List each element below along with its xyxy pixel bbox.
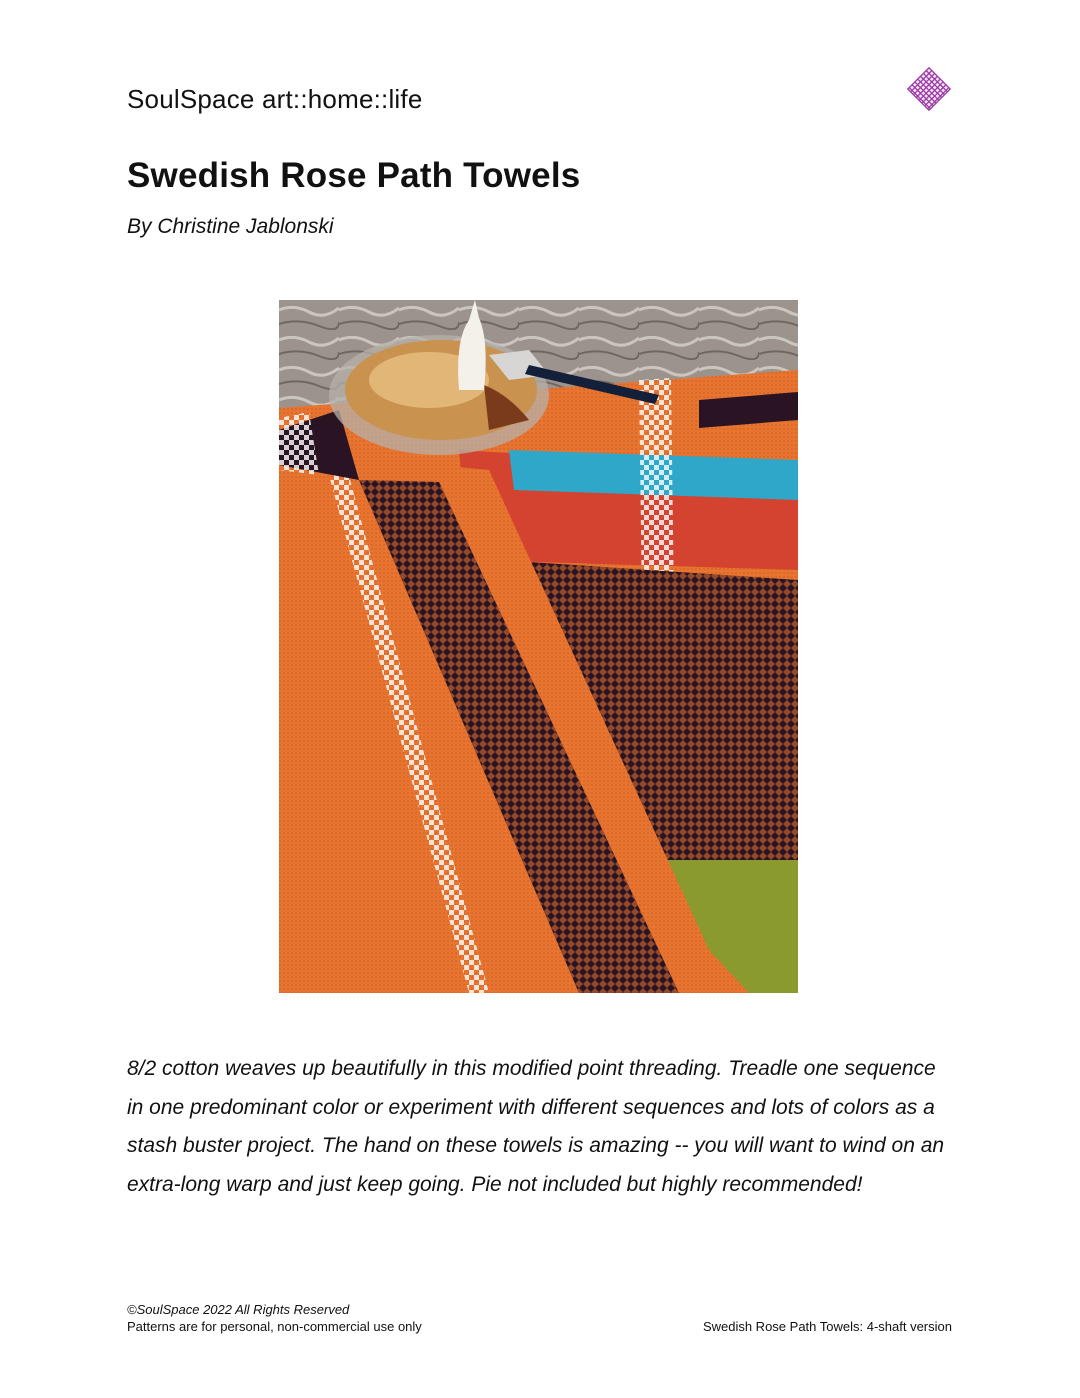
towels-photo — [279, 300, 798, 993]
footer-left — [127, 1301, 422, 1335]
usage-text: Patterns are for personal, non-commercial use only — [127, 1319, 422, 1334]
footer-version: Swedish Rose Path Towels: 4-shaft version — [702, 1319, 952, 1334]
copyright-text: ©SoulSpace 2022 All Rights Reserved — [127, 1302, 350, 1317]
page-title: Swedish Rose Path Towels — [127, 156, 581, 195]
author-byline: By Christine Jablonski — [127, 215, 334, 238]
description-paragraph: 8/2 cotton weaves up beautifully in this modified point threading. Treadle one sequence in one predominant color or experiment with different sequences and lots of colors as a stash buster project. The hand on these towels is amazing -- you will want to wind on an extra-long warp and just keep going. Pie not included but highly recommended! — [127, 1057, 945, 1197]
brand-name: SoulSpace art::home::life — [127, 84, 423, 114]
woven-diamond-icon — [904, 64, 954, 114]
